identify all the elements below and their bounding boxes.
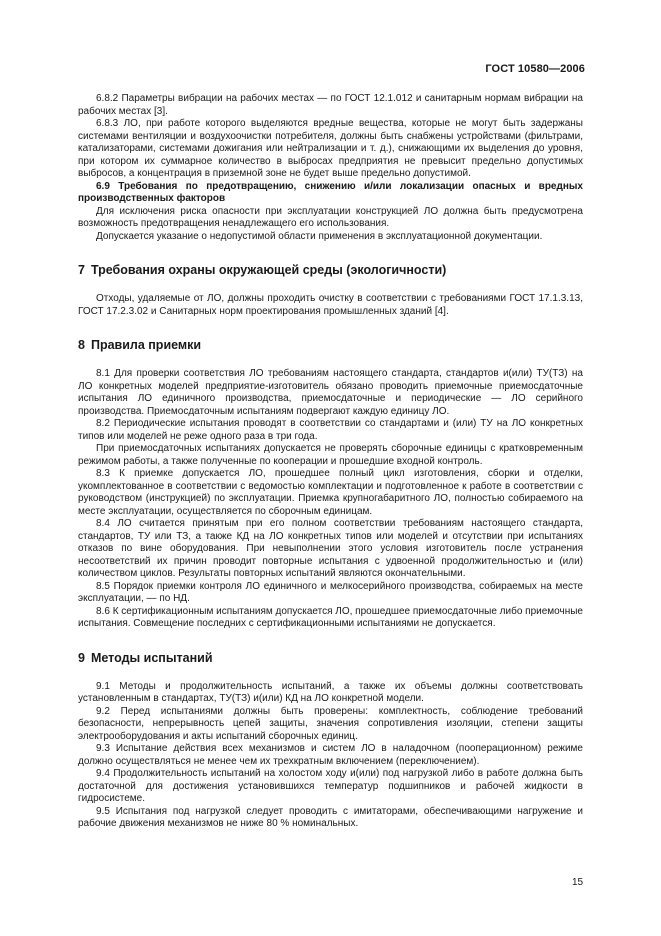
section-8-title: Правила приемки <box>90 338 202 352</box>
section-9-heading <box>78 651 583 665</box>
paragraph-9-5: 9.5 Испытания под нагрузкой следует проводить с имитаторами, обеспечивающими нагружение и рабочие движения механизмов не ниже 80 % номинальных. <box>78 805 583 829</box>
paragraph-8-2b: При приемосдаточных испытаниях допускается не проверять сборочные единицы с кратковременным режимом работы, а также полученные по кооперации и прошедшие входной контроль. <box>78 443 583 467</box>
paragraph-7: Отходы, удаляемые от ЛО, должны проходить очистку в соответствии с требованиями ГОСТ 17.1.3.13, ГОСТ 17.2.3.02 и Санитарных норм проектирования промышленных зданий [4]. <box>78 293 583 317</box>
paragraph-9-1: 9.1 Методы и продолжительность испытаний, а также их объемы должны соответствовать установленным в стандартах, ТУ(ТЗ) и(или) КД на ЛО конкретной модели. <box>78 680 583 704</box>
paragraph-6-8-2: 6.8.2 Параметры вибрации на рабочих местах — по ГОСТ 12.1.012 и санитарным нормам вибрации на рабочих местах [3]. <box>78 93 583 117</box>
section-8-heading <box>78 338 583 352</box>
subsection-6-9-title: 6.9 Требования по предотвращению, снижению и/или локализации опасных и вредных производственных факторов <box>78 180 583 204</box>
page-body <box>78 93 583 831</box>
section-9-number: 9 <box>78 650 85 665</box>
paragraph-8-2: 8.2 Периодические испытания проводят в соответствии со стандартами и (или) ТУ на ЛО конкретных типов или моделей не реже одного раза в три года. <box>78 418 583 442</box>
paragraph-9-3: 9.3 Испытание действия всех механизмов и систем ЛО в наладочном (пооперационном) режиме должно осуществляться не менее чем их трехкратным включением (переключением). <box>78 743 583 767</box>
paragraph-6-9-b: Допускается указание о недопустимой области применения в эксплуатационной документации. <box>96 230 543 242</box>
document-code-header: ГОСТ 10580—2006 <box>485 63 585 75</box>
paragraph-8-1: 8.1 Для проверки соответствия ЛО требованиям настоящего стандарта, стандартов и(или) ТУ(ТЗ) на ЛО конкретных моделей предприятие-изготовитель обязано проводить приемочные приемосдаточные испытания ЛО единичного производства, приемосдаточные и периодические — ЛО серийного производства. Приемосдаточным испытаниям подвергают каждую единицу ЛО. <box>78 368 583 417</box>
paragraph-6-8-3: 6.8.3 ЛО, при работе которого выделяются вредные вещества, которые не могут быть задержаны системами вентиляции и воздухоочистки потребителя, должны быть снабжены устройствами (фильтрами, катализаторами, системами дожигания или нейтрализации и т. д.), снижающими их выделения до уровня, при котором их суммарное количество в выбросах предприятия не превысит предельно допустимых выбросов, а концентрация в приземной зоне не будет выше предельно допустимой. <box>78 118 583 179</box>
paragraph-6-9-a: Для исключения риска опасности при эксплуатации конструкцией ЛО должна быть предусмотрена возможность предотвращения ненадлежащего его использования. <box>78 205 583 229</box>
section-9-title: Методы испытаний <box>90 650 213 665</box>
paragraph-9-2: 9.2 Перед испытаниями должны быть проверены: комплектность, соблюдение требований безопасности, непрерывность цепей защиты, значения сопротивления изоляции, степени защиты электрооборудования и акты испытаний сборочных единиц. <box>78 705 583 742</box>
paragraph-8-3: 8.3 К приемке допускается ЛО, прошедшее полный цикл изготовления, сборки и отделки, укомплектованное в соответствии с ведомостью комплектации и подготовленное к работе в соответствии с руководством (инструкцией) по эксплуатации. Приемка крупногабаритного ЛО, полностью собираемого на месте эксплуатации, осуществляется по сборочным единицам. <box>78 468 583 517</box>
paragraph-8-4: 8.4 ЛО считается принятым при его полном соответствии требованиям настоящего стандарта, стандартов, ТУ или ТЗ, а также КД на ЛО конкретных типов или моделей и отсутствии при испытаниях отказов по вине оборудования. При невыполнении этого условия изготовитель после устранения несоответствий их причин проводит повторные испытания с удвоенной продолжительностью и (или) количеством циклов. Результаты повторных испытаний являются окончательными. <box>78 518 583 579</box>
paragraph-9-4: 9.4 Продолжительность испытаний на холостом ходу и(или) под нагрузкой либо в работе должна быть достаточной для достижения установившихся температур подшипников и рабочей жидкости в гидросистеме. <box>78 768 583 804</box>
section-7-heading <box>78 263 583 277</box>
page-number: 15 <box>572 877 584 888</box>
paragraph-8-6: 8.6 К сертификационным испытаниям допускается ЛО, прошедшее приемосдаточные либо приемочные испытания. Совмещение последних с сертификационными испытаниями не допускается. <box>78 605 583 629</box>
section-7-number: 7 <box>78 263 85 277</box>
section-7-title: Требования охраны окружающей среды (экологичности) <box>90 263 447 277</box>
paragraph-8-5: 8.5 Порядок приемки контроля ЛО единичного и мелкосерийного производства, собираемых на месте эксплуатации, — по НД. <box>78 580 583 604</box>
section-8-number: 8 <box>78 338 85 352</box>
